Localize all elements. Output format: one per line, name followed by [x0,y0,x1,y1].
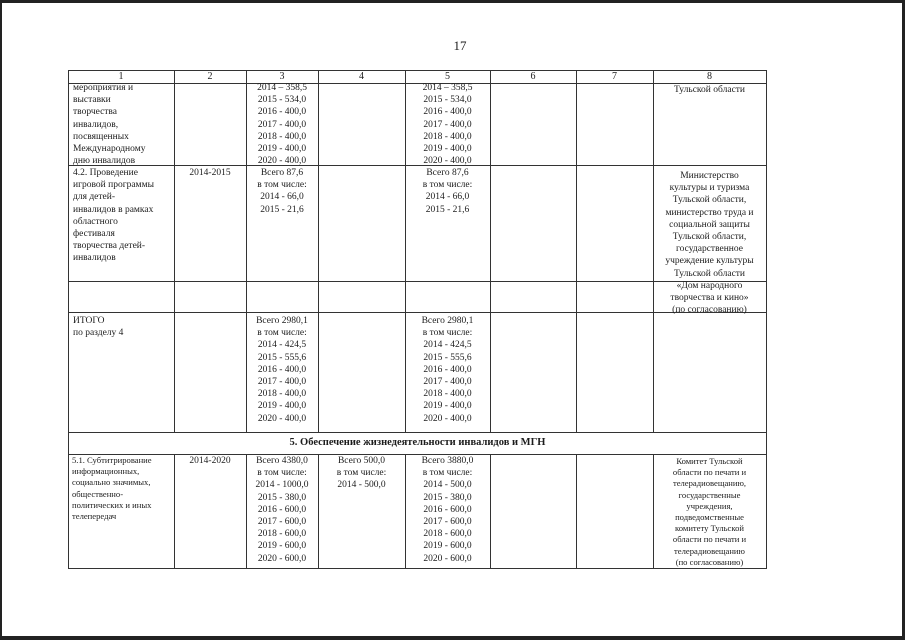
table-cell: 2014-2020 [189,456,231,466]
table-cell: 4.2. Проведение игровой программы для детей- инвалидов в рамках областного фестиваля творчества детей- инвалидов [73,168,154,264]
table-cell: Всего 500,0 в том числе: 2014 - 500,0 [336,456,387,491]
col-rule [576,454,577,569]
table-cell: Всего 3880,0 в том числе: 2014 - 500,0 2015 - 380,0 2016 - 600,0 2017 - 600,0 2018 - 600,0 2019 - 600,0 2020 - 600,0 [421,456,474,564]
table-cell: ИТОГО по разделу 4 [73,316,124,339]
scan-edge-left [0,0,2,640]
table-cell: Всего 2980,1 в том числе: 2014 - 424,5 2015 - 555,6 2016 - 400,0 2017 - 400,0 2018 - 400,0 2019 - 400,0 2020 - 400,0 [421,316,474,424]
table-cell: 2014 – 358,5 2015 - 534,0 2016 - 400,0 2017 - 400,0 2018 - 400,0 2019 - 400,0 2020 - 400,0 [257,83,307,167]
table-cell: Тульской области [673,85,746,95]
table-cell: 5.1. Субтитрирование информационных, социально значимых, общественно- политических и иных телепередач [72,455,152,522]
col-rule [490,70,491,432]
column-header: 3 [279,71,285,82]
col-rule [174,454,175,569]
table-cell: Министерство культуры и туризма Тульской области, министерство труда и социальной защиты Тульской области, государственное учреждение культуры Тульской области «Дом народного творчества и кино» (по согласованию) [665,171,754,316]
page-number: 17 [453,38,467,53]
col-rule [576,70,577,432]
table-cell: Всего 4380,0 в том числе: 2014 - 1000,0 2015 - 380,0 2016 - 600,0 2017 - 600,0 2018 - 600,0 2019 - 600,0 2020 - 600,0 [255,456,309,564]
col-rule [174,70,175,432]
table-cell: Всего 87,6 в том числе: 2014 - 66,0 2015 - 21,6 [422,168,473,215]
table-cell: 2014 – 358,5 2015 - 534,0 2016 - 400,0 2017 - 400,0 2018 - 400,0 2019 - 400,0 2020 - 400,0 [422,83,473,167]
col-rule [68,70,69,569]
section-heading: 5. Обеспечение жизнедеятельности инвалидов и МГН [289,437,546,448]
scan-edge-bottom [0,636,905,640]
table-cell: Комитет Тульской области по печати и телерадиовещанию, государственные учреждения, подведомственные комитету Тульской области по печати и телерадиовещанию (по согласованию) [672,456,747,567]
col-rule [766,70,767,569]
table-cell: Всего 2980,1 в том числе: 2014 - 424,5 2015 - 555,6 2016 - 400,0 2017 - 400,0 2018 - 400,0 2019 - 400,0 2020 - 400,0 [256,316,308,424]
column-header: 8 [707,71,712,82]
program-table [68,70,767,569]
table-cell: мероприятия и выставки творчества инвалидов, посвященных Международному дню инвалидов [73,83,146,167]
column-header: 7 [612,71,617,82]
table-cell: 2014-2015 [189,168,231,178]
scan-edge-top [0,0,905,3]
column-header: 2 [207,71,213,82]
column-header: 4 [359,71,364,82]
table-cell: Всего 87,6 в том числе: 2014 - 66,0 2015 - 21,6 [257,168,307,215]
column-header: 5 [445,71,450,82]
column-header: 6 [530,71,536,82]
row-rule [68,568,767,569]
column-header: 1 [118,71,124,82]
col-rule [318,70,319,432]
col-rule [490,454,491,569]
